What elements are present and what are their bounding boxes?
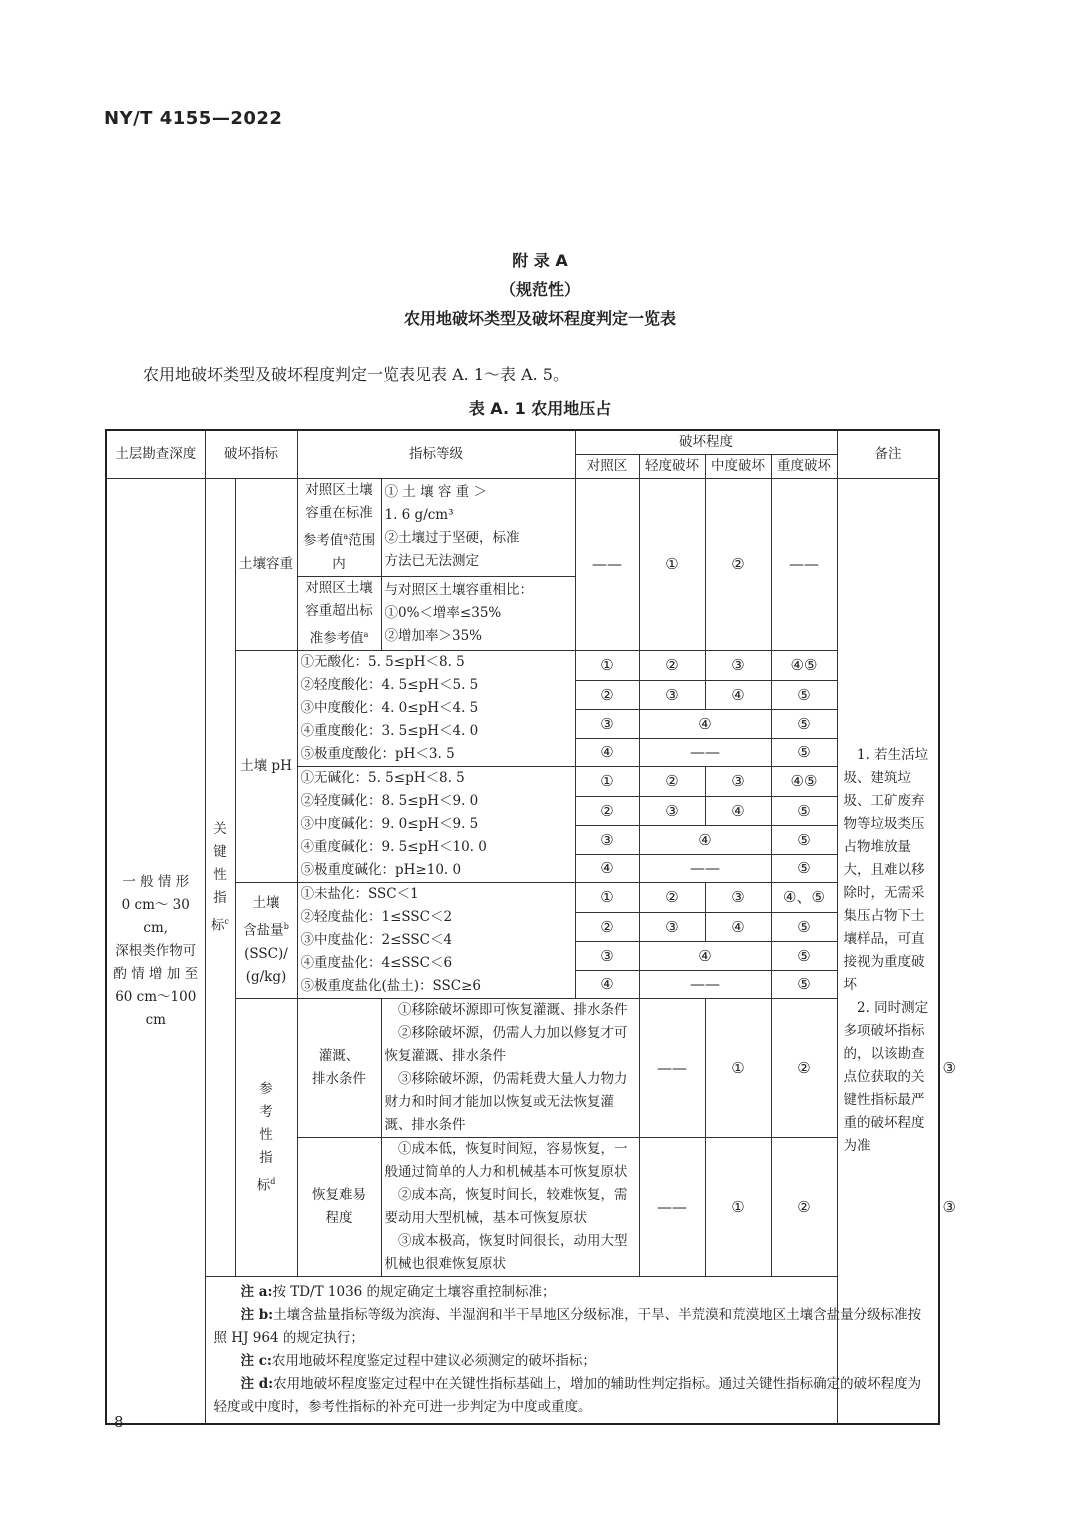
ph-alk-r1-heavy: ④⑤ [771, 767, 837, 797]
ref-label-char: 指 [259, 1149, 273, 1166]
note-b [214, 1304, 931, 1350]
depth-line: 酌 情 增 加 至 [113, 965, 199, 982]
appendix-title: 农用地破坏类型及破坏程度判定一览表 [403, 309, 676, 328]
ph-acid-r3-heavy: ⑤ [771, 710, 837, 739]
salt-sup: b [283, 922, 289, 932]
salt-r1-control: ① [575, 883, 639, 913]
irrigation-control: —— [639, 999, 705, 1138]
bulk-density-name: 土壤容重 [235, 479, 297, 651]
bulk-a-line: 方法已无法测定 [384, 553, 479, 570]
recovery-grades [381, 1138, 639, 1277]
salt-name-line: 土壤 [252, 895, 280, 912]
irrigation-medium: ② [771, 999, 837, 1138]
note-label: 注 c: [240, 1353, 272, 1369]
key-sup: c [224, 916, 229, 926]
header-medium: 中度破坏 [705, 455, 771, 479]
table-caption: 表 A. 1 农用地压占 [468, 399, 612, 418]
bulk-b-line: ②增加率＞35% [384, 627, 483, 644]
bulk-cond-a-text: 对照区土壤容重在标准参考值 [302, 482, 373, 549]
ref-indicator-label [235, 999, 297, 1277]
bulk-a-line: ① 土 壤 容 重 ＞ [384, 484, 487, 501]
salt-line: ③中度盐化：2≤SSC＜4 [300, 932, 453, 948]
salt-line: ②轻度盐化：1≤SSC＜2 [300, 909, 453, 925]
ph-alk-r1-light: ② [639, 767, 705, 797]
note-label: 注 b: [240, 1307, 274, 1323]
salt-line: ④重度盐化：4≤SSC＜6 [300, 955, 453, 971]
bulk-b-line: 与对照区土壤容重相比： [384, 581, 533, 598]
note-c [214, 1350, 931, 1373]
salt-r4-control: ④ [575, 971, 639, 999]
ph-acid-r1-control: ① [575, 651, 639, 681]
ph-alk-r4-mid: —— [639, 855, 771, 883]
ph-acid-r4-mid: —— [639, 739, 771, 767]
ph-acid-r2-heavy: ⑤ [771, 681, 837, 710]
header-light: 轻度破坏 [639, 455, 705, 479]
irrigation-line: ①移除破坏源即可恢复灌溉、排水条件 [398, 1002, 628, 1018]
ref-label-last: 标 [256, 1177, 271, 1194]
key-label-last: 标 [211, 917, 225, 934]
intro-paragraph: 农用地破坏类型及破坏程度判定一览表见表 A. 1～表 A. 5。 [143, 365, 569, 384]
ph-alk-line: ⑤极重度碱化：pH≥10. 0 [300, 862, 462, 878]
ph-acid-line: ③中度酸化：4. 0≤pH＜4. 5 [300, 700, 479, 716]
ph-alk-r2-medium: ④ [705, 797, 771, 826]
salt-r1-heavy: ④、⑤ [771, 883, 837, 913]
salt-r4-mid: —— [639, 971, 771, 999]
key-label-char: 键 [213, 843, 227, 860]
note-label: 注 a: [240, 1284, 273, 1300]
irrigation-name-line: 灌溉、 [318, 1048, 360, 1064]
salt-name-line [239, 915, 294, 943]
salt-r2-light: ③ [639, 913, 705, 942]
ph-acid-grades [297, 651, 575, 767]
recovery-medium: ② [771, 1138, 837, 1277]
appendix-heading: 附 录 A [512, 251, 568, 270]
header-grade: 指标等级 [297, 430, 575, 479]
recovery-line: ②成本高，恢复时间长，较难恢复，需要动用大型机械，基本可恢复原状 [384, 1187, 628, 1226]
ph-alk-grades [297, 767, 575, 883]
salt-r4-heavy: ⑤ [771, 971, 837, 999]
key-indicator-label [205, 479, 235, 1277]
ph-alk-r2-control: ② [575, 797, 639, 826]
header-depth: 土层勘查深度 [106, 430, 205, 479]
ph-acid-r2-medium: ④ [705, 681, 771, 710]
ph-acid-r3-mid: ④ [639, 710, 771, 739]
bulk-cond-a [297, 479, 381, 577]
salt-r2-medium: ④ [705, 913, 771, 942]
ref-label-char: 考 [259, 1103, 273, 1120]
header-remark: 备注 [837, 430, 939, 479]
ph-alk-r1-control: ① [575, 767, 639, 797]
irrigation-line: ②移除破坏源，仍需人力加以修复才可恢复灌溉、排水条件 [384, 1025, 628, 1064]
ph-alk-r3-mid: ④ [639, 826, 771, 855]
depth-cell [106, 479, 205, 1425]
ph-acid-r2-control: ② [575, 681, 639, 710]
note-text: 农用地破坏程度鉴定过程中在关键性指标基础上，增加的辅助性判定指标。通过关键性指标确定的破坏程度为轻度或中度时，参考性指标的补充可进一步判定为中度或重度。 [213, 1376, 922, 1415]
salt-r3-heavy: ⑤ [771, 942, 837, 971]
bulk-cond-b-text: 对照区土壤容重超出标准参考值 [305, 579, 373, 646]
key-label-char: 关 [213, 820, 227, 837]
ph-name: 土壤 pH [235, 651, 297, 883]
bulk-grade-b [381, 576, 575, 651]
remark-1: 1. 若生活垃圾、建筑垃圾、工矿废弃物等垃圾类压占物堆放量大，且难以移除时，无需采集压占物下土壤样品，可直接视为重度破坏 [843, 747, 929, 993]
bulk-cond-b [297, 576, 381, 651]
ph-acid-line: ④重度酸化：3. 5≤pH＜4. 0 [300, 723, 479, 739]
standard-code: NY/T 4155—2022 [104, 108, 283, 129]
ref-label-char: 性 [259, 1126, 273, 1143]
recovery-name [297, 1138, 381, 1277]
ph-acid-r1-heavy: ④⑤ [771, 651, 837, 681]
bulk-light: ① [639, 479, 705, 651]
depth-line: 深根类作物可 [115, 942, 197, 959]
ph-alk-r1-medium: ③ [705, 767, 771, 797]
note-text: 农用地破坏程度鉴定过程中建议必须测定的破坏指标； [271, 1353, 596, 1369]
bulk-a-line: ②土壤过于坚硬，标准 [384, 530, 520, 547]
depth-line: 一 般 情 形 [122, 873, 190, 890]
key-label-char [209, 910, 232, 938]
irrigation-line: ③移除破坏源，仍需耗费大量人力物力财力和时间才能加以恢复或无法恢复灌溉、排水条件 [384, 1071, 628, 1133]
ph-alk-r4-control: ④ [575, 855, 639, 883]
key-label-char: 指 [213, 889, 227, 906]
salt-r2-control: ② [575, 913, 639, 942]
note-a [214, 1281, 931, 1304]
ph-acid-r3-control: ③ [575, 710, 639, 739]
note-d [214, 1373, 931, 1419]
appendix-subheading: （规范性） [499, 280, 580, 299]
irrigation-light: ① [705, 999, 771, 1138]
bulk-sup-b: a [363, 629, 369, 639]
bulk-sup-a: a [343, 532, 349, 541]
note-text: 土壤含盐量指标等级为滨海、半湿润和半干旱地区分级标准，干旱、半荒漠和荒漠地区土壤含盐量分级标准按照 HJ 964 的规定执行； [213, 1307, 922, 1346]
header-degree: 破坏程度 [575, 430, 837, 455]
ph-acid-line: ⑤极重度酸化：pH＜3. 5 [300, 746, 455, 762]
header-indicator: 破坏指标 [205, 430, 297, 479]
note-text: 按 TD/T 1036 的规定确定土壤容重控制标准； [272, 1284, 556, 1300]
ref-label-char: 参 [259, 1080, 273, 1097]
ph-alk-r3-heavy: ⑤ [771, 826, 837, 855]
recovery-control: —— [639, 1138, 705, 1277]
recovery-name-line: 程度 [325, 1210, 353, 1226]
bulk-b-line: ①0%＜增率≤35% [384, 604, 502, 621]
ph-acid-r1-medium: ③ [705, 651, 771, 681]
ph-alk-r2-light: ③ [639, 797, 705, 826]
salt-name-line: (g/kg) [245, 968, 287, 985]
salt-r1-light: ② [639, 883, 705, 913]
irrigation-grades [381, 999, 639, 1138]
page-number: 8 [114, 1413, 124, 1431]
recovery-name-line: 恢复难易 [312, 1187, 366, 1203]
ph-alk-r2-heavy: ⑤ [771, 797, 837, 826]
ph-alk-r3-control: ③ [575, 826, 639, 855]
key-label-char: 性 [213, 866, 227, 883]
salt-r3-mid: ④ [639, 942, 771, 971]
ph-alk-line: ①无碱化：5. 5≤pH＜8. 5 [300, 770, 465, 786]
bulk-cond-a-tail: 范围内 [332, 532, 376, 572]
salt-r1-medium: ③ [705, 883, 771, 913]
ref-sup: d [270, 1176, 276, 1186]
ph-alk-line: ③中度碱化：9. 0≤pH＜9. 5 [300, 816, 479, 832]
damage-table: 土层勘查深度 破坏指标 指标等级 破坏程度 备注 对照区 轻度破坏 中度破坏 重度破坏 一 般 情 形 0 cm～ 30 cm, 深根类作物可 酌 情 增 加 至 60 cm～100 cm 关 键 性 指 标$^c$ 土壤容重 对照区土壤容重在标准参考值$^a$范围内 ① 土 壤 容 重 ＞ 1. 6 g/cm³ ②土壤过于坚硬，标准 方法已无法测定 —— ① ② —— 1. 若生活垃圾、建筑垃圾、工矿废弃物等垃圾类压占物堆放量大，且难以移除时，无需采集压占物下土壤样品，可直接视为重度破坏 2. 同时测定多项破坏指标的，以该勘查点位获取的关键性指标最严重的破坏程度为准 对照区土壤容重超出标准参考值$^a$ 与对照区土壤容重相比： ①0%＜增率≤35% ②增加率＞35% 土壤 pH ①无酸化：5. 5≤pH＜8. 5 ②轻度酸化：4. 5≤pH＜5. 5 ③中度酸化：4. 0≤pH＜4. 5 ④重度酸化：3. 5≤pH＜4. 0 ⑤极重度酸化：pH＜3. 5 ① ② ③ ④⑤ ② ③ ④ ⑤ ③ ④ ⑤ ④ —— ⑤ ①无碱化：5. 5≤pH＜8. 5 ②轻度碱化：8. 5≤pH＜9. 0 ③中度碱化：9. 0≤pH＜9. 5 ④重度碱化：9. 5≤pH＜10. 0 ⑤极重度碱化：pH≥10. 0 ① ② ③ ④⑤ ② ③ ④ ⑤ ③ ④ ⑤ ④ —— ⑤ 土壤 含盐量$^b$ (SSC)/ (g/kg) ①未盐化：SSC＜1 ②轻度盐化：1≤SSC＜2 ③中度盐化：2≤SSC＜4 ④重度盐化：4≤SSC＜6 ⑤极重度盐化(盐土)：SSC≥6 ① ② ③ ④、⑤ ② ③ ④ ⑤ ③ ④ ⑤ ④ —— ⑤ 参 考 性 指 标$^d$ 灌溉、 排水条件 ①移除破坏源即可恢复灌溉、排水条件 ②移除破坏源，仍需人力加以修复才可恢复灌溉、排水条件 ③移除破坏源，仍需耗费大量人力物力财力和时间才能加以恢复或无法恢复灌溉、排水条件 —— ① ② ③ 恢复难易 程度 ①成本低，恢复时间短，容易恢复，一般通过简单的人力和机械基本可恢复原状 ②成本高，恢复时间长，较难恢复，需要动用大型机械，基本可恢复原状 ③成本极高，恢复时间很长，动用大型机械也很难恢复原状 —— ① ② ③ 注 a:按 TD/T 1036 的规定确定土壤容重控制标准； 注 b:土壤含盐量指标等级为滨海、半湿润和半干旱地区分级标准，干旱、半荒漠和荒漠地区土壤含盐量分级标准按照 HJ 964 的规定执行； 注 c:农用地破坏程度鉴定过程中建议必须测定的破坏指标； 注 d:农用地破坏程度鉴定过程中在关键性指标基础上，增加的辅助性判定指标。通过关键性指标确定的破坏程度为轻度或中度时，参考性指标的补充可进一步判定为中度或重度。 [105, 429, 940, 1425]
header-heavy: 重度破坏 [771, 455, 837, 479]
header-control: 对照区 [575, 455, 639, 479]
table-notes [205, 1277, 939, 1425]
salt-grades [297, 883, 575, 999]
remark-2: 2. 同时测定多项破坏指标的，以该勘查点位获取的关键性指标最严重的破坏程度为准 [843, 1000, 929, 1154]
salt-name [235, 883, 297, 999]
recovery-light: ① [705, 1138, 771, 1277]
salt-r2-heavy: ⑤ [771, 913, 837, 942]
depth-line: 0 cm～ 30 cm, [121, 896, 190, 936]
salt-line: ⑤极重度盐化(盐土)：SSC≥6 [300, 978, 482, 994]
recovery-line: ①成本低，恢复时间短，容易恢复，一般通过简单的人力和机械基本可恢复原状 [384, 1141, 628, 1180]
depth-line: 60 cm～100 cm [115, 988, 197, 1028]
ph-alk-line: ②轻度碱化：8. 5≤pH＜9. 0 [300, 793, 479, 809]
bulk-a-line: 1. 6 g/cm³ [384, 507, 454, 524]
salt-r3-control: ③ [575, 942, 639, 971]
salt-name-line: (SSC)/ [244, 945, 288, 962]
note-label: 注 d: [240, 1376, 274, 1392]
ph-acid-r1-light: ② [639, 651, 705, 681]
salt-line: ①未盐化：SSC＜1 [300, 886, 419, 902]
ph-acid-line: ①无酸化：5. 5≤pH＜8. 5 [300, 654, 465, 670]
bulk-control: —— [575, 479, 639, 651]
recovery-line: ③成本极高，恢复时间很长，动用大型机械也很难恢复原状 [384, 1233, 628, 1272]
ph-acid-r2-light: ③ [639, 681, 705, 710]
bulk-grade-a [381, 479, 575, 577]
bulk-medium: ② [705, 479, 771, 651]
ph-acid-r4-control: ④ [575, 739, 639, 767]
bulk-heavy: —— [771, 479, 837, 651]
ref-label-char [239, 1170, 294, 1198]
salt-name-text: 含盐量 [243, 922, 284, 939]
ph-acid-r4-heavy: ⑤ [771, 739, 837, 767]
ph-alk-r4-heavy: ⑤ [771, 855, 837, 883]
ph-acid-line: ②轻度酸化：4. 5≤pH＜5. 5 [300, 677, 479, 693]
irrigation-name-line: 排水条件 [312, 1071, 366, 1087]
ph-alk-line: ④重度碱化：9. 5≤pH＜10. 0 [300, 839, 487, 855]
irrigation-name [297, 999, 381, 1138]
